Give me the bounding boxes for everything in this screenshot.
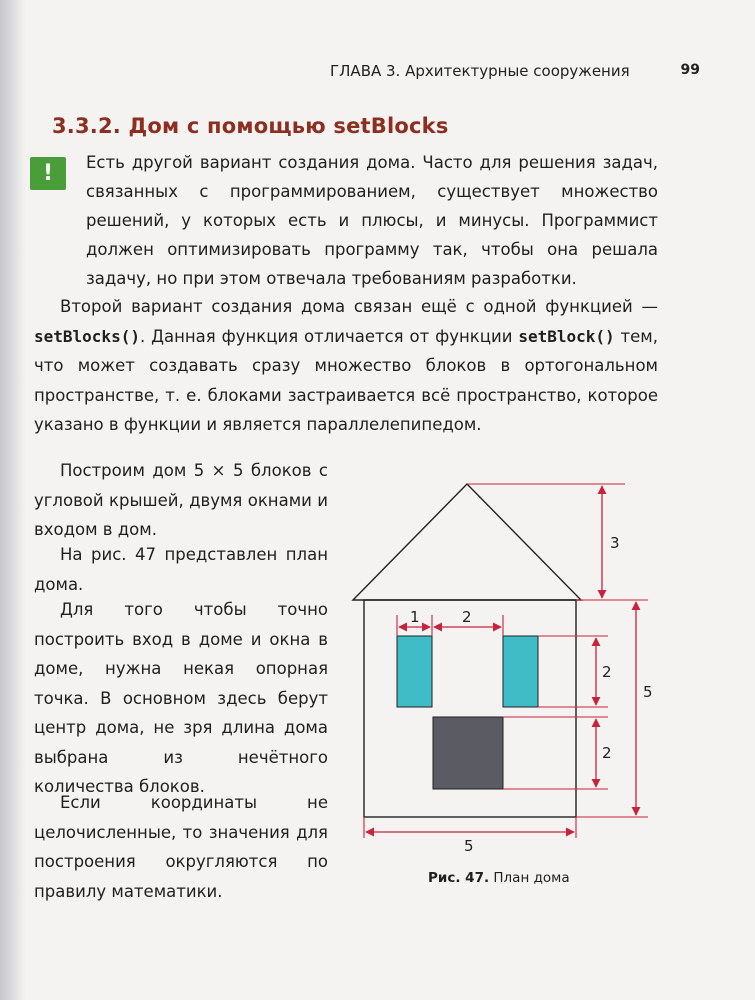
column-paragraph-4: Если координаты не целочисленные, то значения для построения округляются по правилу математики. [34, 793, 328, 901]
label-house-height: 5 [643, 683, 653, 701]
label-house-width: 5 [464, 837, 474, 855]
label-window-height: 2 [602, 663, 612, 681]
page-gutter-shadow [0, 0, 26, 1000]
body-paragraph: Второй вариант создания дома связан ещё с одной функцией — setBlocks(). Данная функция отличается от функции setBlock() тем, что может создавать сразу множество блоков в ортогональном пространстве, т. е. блоками застраивается всё пространство, которое указано в функции и является параллелепипедом. [34, 297, 658, 434]
door [433, 717, 503, 789]
caption-text: План дома [493, 870, 570, 886]
house-plan-figure [340, 470, 670, 860]
window-left [397, 636, 432, 707]
column-paragraph-3: Для того чтобы точно построить вход в доме и окна в доме, нужна некая опорная точка. В основном здесь берут центр дома, не зря длина дома выбрана из нечётного количества блоков. [34, 600, 328, 796]
label-roof-height: 3 [610, 534, 620, 552]
chapter-title: ГЛАВА 3. Архитектурные сооружения [330, 62, 630, 80]
roof [353, 484, 581, 600]
code-setBlocks: setBlocks() [34, 326, 140, 346]
figure-caption [428, 870, 570, 886]
column-paragraph-1: Построим дом 5 × 5 блоков с угловой крышей, двумя окнами и входом в дом. [34, 461, 328, 539]
section-title: 3.3.2. Дом с помощью setBlocks [52, 114, 449, 138]
window-right [503, 636, 538, 707]
column-paragraph-2: На рис. 47 представлен план дома. [34, 545, 328, 594]
code-setBlock: setBlock() [518, 326, 615, 346]
caption-label: Рис. 47. [428, 870, 490, 886]
label-window-width: 1 [410, 608, 420, 626]
page-number: 99 [680, 62, 700, 78]
label-window-gap: 2 [462, 608, 472, 626]
note-text: Есть другой вариант создания дома. Часто для решения задач, связанных с программированием, существует множество решений, у которых есть и плюсы, и минусы. Программист должен оптимизировать программу так, чтобы она решала задачу, но при этом отвечала требованиям разработки. [86, 153, 658, 288]
house-plan-diagram [340, 470, 670, 860]
exclamation-icon: ! [30, 157, 66, 190]
label-door-height: 2 [602, 744, 612, 762]
